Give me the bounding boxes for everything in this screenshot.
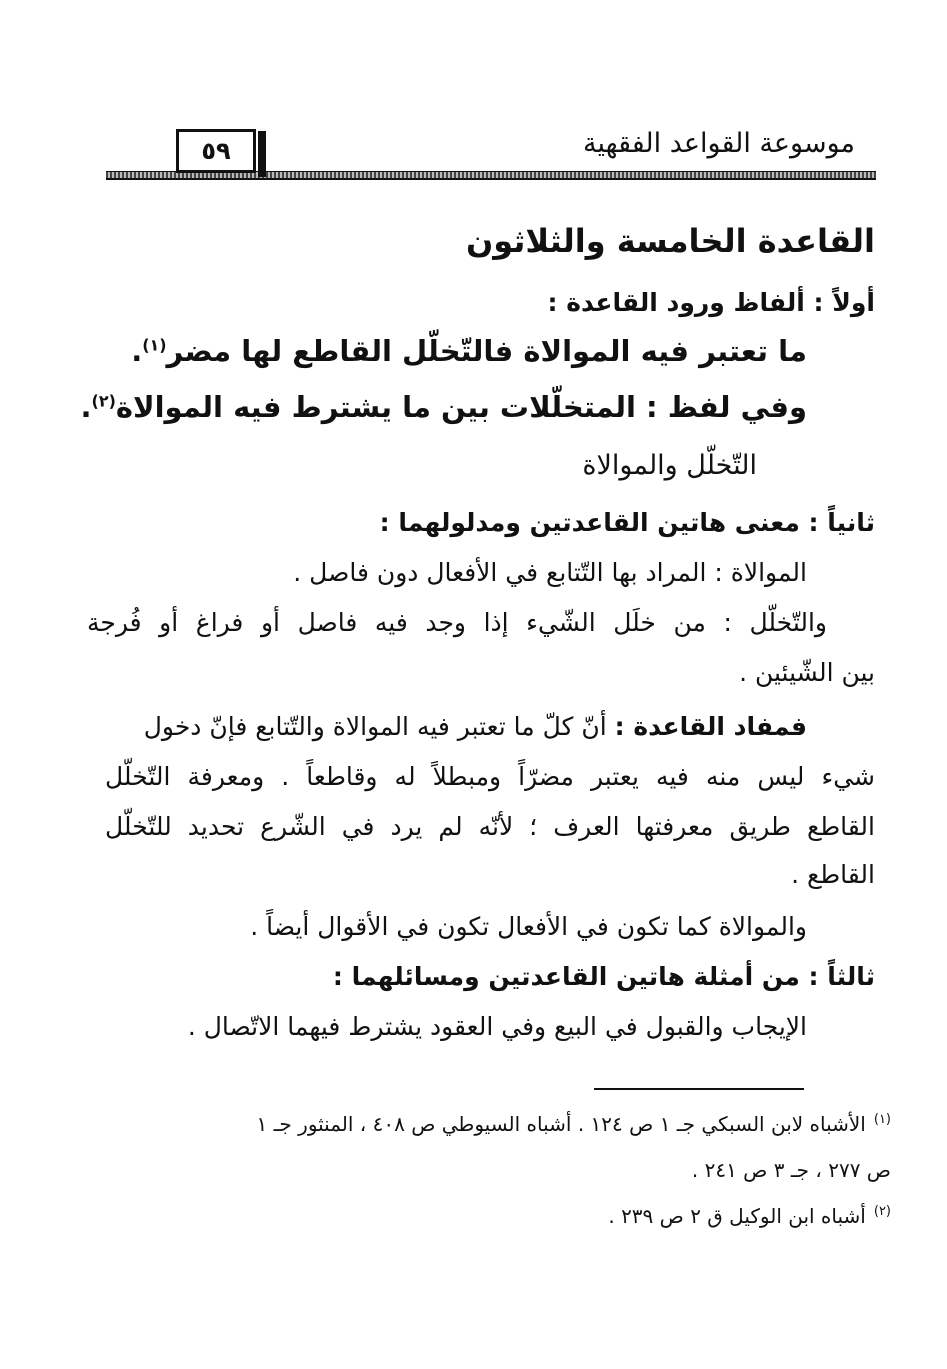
footnote-ref-2: (٢) [91, 391, 116, 411]
rule-statement-1 [131, 334, 807, 368]
section3-heading: ثالثاً : من أمثلة هاتين القاعدتين ومسائلهما : [332, 962, 875, 991]
example-1: الإيجاب والقبول في البيع وفي العقود يشترط فيهما الاتّصال . [187, 1012, 807, 1041]
running-header-title: موسوعة القواعد الفقهية [583, 128, 855, 159]
rule-statement-2 [81, 390, 808, 424]
footnote-2 [101, 1204, 891, 1228]
footnote-1-text: الأشباه لابن السبكي جـ ١ ص ١٢٤ . أشباه السيوطي ص ٤٠٨ ، المنثور جـ ١ [256, 1112, 866, 1136]
gist-line1 [144, 712, 807, 741]
footnote-1-line2: ص ٢٧٧ ، جـ ٣ ص ٢٤١ . [691, 1158, 891, 1182]
rule-statement-2-text: وفي لفظ : المتخلّلات بين ما يشترط فيه الموالاة [115, 390, 807, 424]
rule-statement-1-end: . [131, 334, 143, 368]
footnote-ref-1: (١) [142, 335, 167, 355]
gist-line4: القاطع . [791, 860, 875, 889]
footnote-separator [594, 1088, 804, 1090]
definition-takhallul-line2: بين الشّيئين . [739, 658, 875, 687]
rule-statement-1-text: ما تعتبر فيه الموالاة فالتّخلّل القاطع لها مضر [166, 334, 807, 368]
gist-line5: والموالاة كما تكون في الأفعال تكون في الأقوال أيضاً . [250, 912, 807, 941]
gist-line3: القاطع طريق معرفتها العرف ؛ لأنّه لم يرد في الشّرع تحديد للتّخلّل [105, 812, 875, 841]
keywords-line: التّخلّل والموالاة [582, 450, 757, 481]
footnote-1-line1 [101, 1112, 891, 1136]
definition-takhallul-line1: والتّخلّل : من خلَل الشّيء إذا وجد فيه فاصل أو فراغ أو فُرجة [87, 608, 827, 637]
page-number: ٥٩ [176, 129, 256, 173]
section1-heading: أولاً : ألفاظ ورود القاعدة : [547, 288, 875, 317]
gist-line2: شيء ليس منه فيه يعتبر مضرّاً ومبطلاً له وقاطعاً . ومعرفة التّخلّل [105, 762, 875, 791]
footnote-1-marker: (١) [873, 1112, 891, 1128]
definition-muwalat: الموالاة : المراد بها التّتابع في الأفعال دون فاصل . [293, 558, 807, 587]
footnote-2-marker: (٢) [873, 1204, 891, 1220]
gist-label: فمفاد القاعدة : [614, 712, 807, 741]
page-number-box-shadow [258, 131, 266, 177]
footnote-2-text: أشباه ابن الوكيل ق ٢ ص ٢٣٩ . [608, 1204, 866, 1228]
section2-heading: ثانياً : معنى هاتين القاعدتين ومدلولهما : [379, 508, 875, 537]
rule-statement-2-end: . [80, 390, 92, 424]
gist-line1-text: أنّ كلّ ما تعتبر فيه الموالاة والتّتابع فإنّ دخول [143, 712, 607, 741]
rule-title: القاعدة الخامسة والثلاثون [465, 222, 875, 260]
